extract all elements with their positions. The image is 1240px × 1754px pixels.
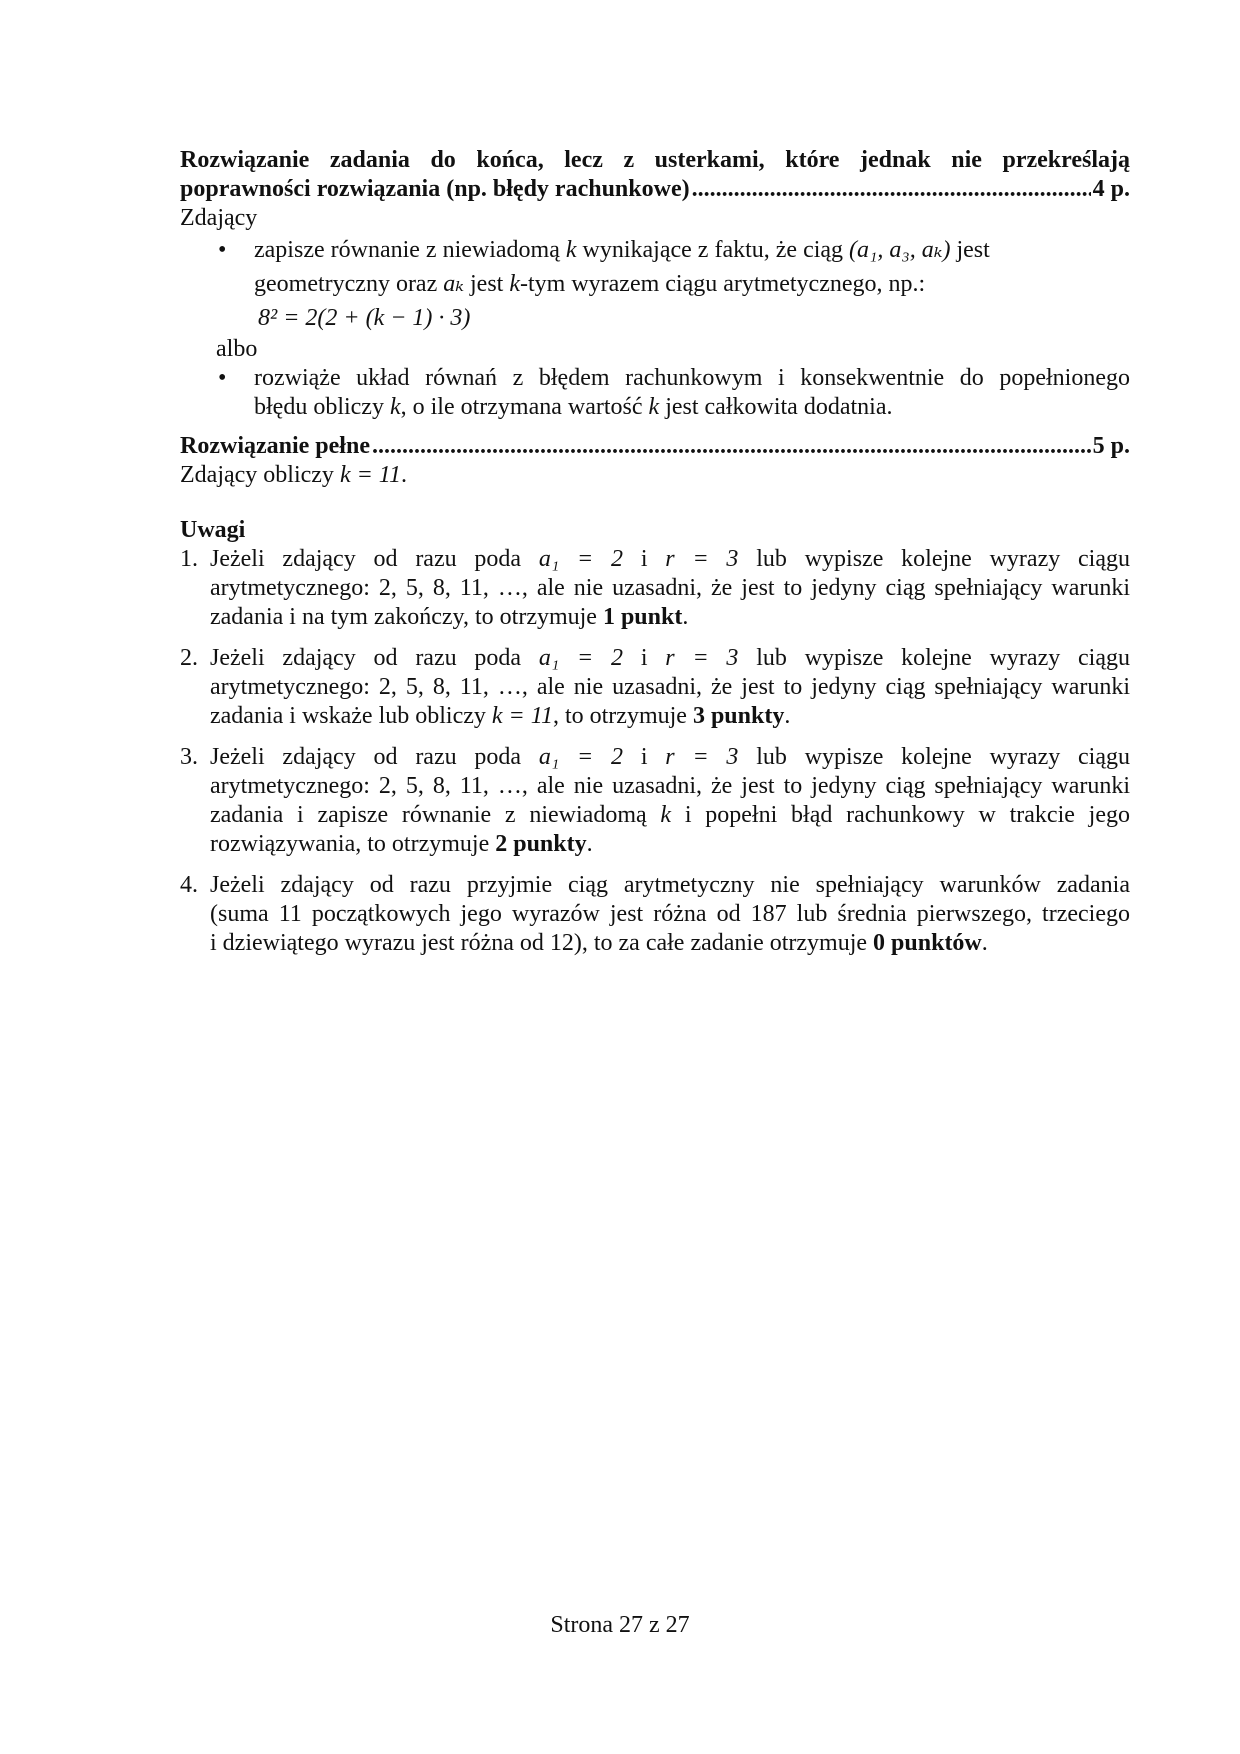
criterion-4-title-line2: poprawności rozwiązania (np. błędy rachunkowe) ..... 4 p. <box>180 175 1130 204</box>
uwaga-item-4: 4. Jeżeli zdający od razu przyjmie ciąg arytmetyczny nie spełniający warunków zadania (suma 11 początkowych jego wyrazów jest różna od 187 lub średnia pierwszego, trzeciego i dziewiątego wyrazu jest różna od 12), to za całe zadanie otrzymuje 0 punktów. <box>180 872 1130 956</box>
page-number: Strona 27 z 27 <box>550 1612 690 1638</box>
grading-criteria <box>180 146 1130 958</box>
example-equation: 8² = 2(2 + (k − 1) · 3) <box>258 305 471 331</box>
uwaga-item-1: 1. Jeżeli zdający od razu poda a₁ = 2 i r = 3 lub wypisze kolejne wyrazy ciągu arytmetycznego: 2, 5, 8, 11, …, ale nie uzasadni, że jest to jedyny ciąg spełniający warunki zadania i na tym zakończy, to otrzymuje 1 punkt. <box>180 546 1130 630</box>
uwagi-list <box>180 545 1130 958</box>
sequence-expression: (a₁, a₃, aₖ) <box>849 237 951 263</box>
albo-text: albo <box>216 336 258 362</box>
ak-term: aₖ <box>443 271 464 297</box>
criterion-4-list <box>180 233 1130 335</box>
bullet-item-1: • zapisze równanie z niewiadomą k wynikające z faktu, że ciąg (a₁, a₃, aₖ) jest geometryczny oraz aₖ jest k-tym wyrazem ciągu arytmetycznego, np.: 8² = 2(2 + (k − 1) · 3) <box>180 233 1130 335</box>
criterion-5-title: Rozwiązanie pełne ..... 5 p. <box>180 432 1130 461</box>
uwaga-item-2: 2. Jeżeli zdający od razu poda a₁ = 2 i r = 3 lub wypisze kolejne wyrazy ciągu arytmetycznego: 2, 5, 8, 11, …, ale nie uzasadni, że jest to jedyny ciąg spełniający warunki zadania i wskaże lub obliczy k = 11, to otrzymuje 3 punkty. <box>180 645 1130 729</box>
leader-dots <box>372 432 1091 461</box>
leader-dots <box>692 175 1091 204</box>
criterion-4-title-line1: Rozwiązanie zadania do końca, lecz z usterkami, które jednak nie przekreślają <box>180 147 1130 173</box>
criterion-4-points: 4 p. <box>1092 176 1130 202</box>
uwaga-item-3: 3. Jeżeli zdający od razu poda a₁ = 2 i r = 3 lub wypisze kolejne wyrazy ciągu arytmetycznego: 2, 5, 8, 11, …, ale nie uzasadni, że jest to jedyny ciąg spełniający warunki zadania i zapisze równanie z niewiadomą k i popełni błąd rachunkowy w trakcie jego rozwiązywania, to otrzymuje 2 punkty. <box>180 744 1130 857</box>
bullet-item-2: • rozwiąże układ równań z błędem rachunkowym i konsekwentnie do popełnionego błędu obliczy k, o ile otrzymana wartość k jest całkowita dodatnia. <box>180 364 1130 422</box>
zdajacy-label: Zdający <box>180 205 258 231</box>
criterion-4-list-2 <box>180 364 1130 422</box>
criterion-5-points: 5 p. <box>1092 433 1130 459</box>
criterion-5-text: Zdający obliczy k = 11. <box>180 462 408 488</box>
uwagi-title: Uwagi <box>180 517 246 543</box>
